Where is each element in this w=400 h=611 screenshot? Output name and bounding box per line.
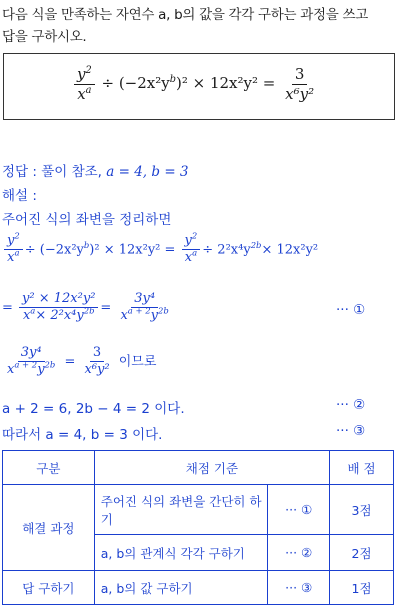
equation-box xyxy=(3,53,395,120)
answer-line: 정답 : 풀이 참조, a = 4, b = 3 xyxy=(2,164,189,180)
criteria-1-marker: ··· ① xyxy=(268,485,330,535)
step-2: = $\frac{\text{y² × 12x²y²}}{x^a\times 2^2x^4y^{2b}}$ = $\frac{\text{3y⁴}}{x^{a + 2}y^{2b}}$ xyxy=(2,291,169,324)
table-row xyxy=(3,571,394,605)
step-3: $\frac{\text{3y⁴}}{x^{a + 2}y^{2b}}$ = $\frac{3}{\text{x⁶y²}}$ 이므로 xyxy=(7,345,157,378)
table-row xyxy=(3,485,394,535)
question-line-1: 다음 식을 만족하는 자연수 a, b의 값을 각각 구하는 과정을 쓰고 xyxy=(2,7,368,23)
question-line-2: 답을 구하시오. xyxy=(2,29,87,45)
criteria-3: a, b의 값 구하기 xyxy=(94,571,268,605)
step-5: 따라서 a = 4, b = 3 이다. xyxy=(2,427,163,443)
scoring-table xyxy=(2,450,394,605)
score-2: 2점 xyxy=(330,535,394,571)
criteria-3-marker: ··· ③ xyxy=(268,571,330,605)
criteria-1: 주어진 식의 좌변을 간단히 하기 xyxy=(94,485,268,535)
explanation-label: 해설 : xyxy=(2,188,37,204)
header-score: 배 점 xyxy=(330,451,394,485)
header-category: 구분 xyxy=(3,451,95,485)
group-answer: 답 구하기 xyxy=(3,571,95,605)
score-1: 3점 xyxy=(330,485,394,535)
header-criteria: 채점 기준 xyxy=(94,451,329,485)
marker-3: ··· ③ xyxy=(336,423,366,439)
criteria-2-marker: ··· ② xyxy=(268,535,330,571)
step-4: a + 2 = 6, 2b − 4 = 2 이다. xyxy=(2,401,185,417)
equation: $\frac{y^2}{x^a}$ ÷ $(-2x^2y^b)^2 \times 12x^2y^2$ = $\frac{3}{\text{x⁶y²}}$ xyxy=(72,66,319,102)
explanation-intro: 주어진 식의 좌변을 정리하면 xyxy=(2,212,172,228)
step-1: $\frac{y^2}{x^a}$ ÷ $(-2x^2y^b)^2 \times 12x^2y^2$ = $\frac{y^2}{x^a}$ ÷ $2^2x^4y^{2b}\times 12x^2y^2$ xyxy=(2,234,318,266)
score-3: 1점 xyxy=(330,571,394,605)
criteria-2: a, b의 관계식 각각 구하기 xyxy=(94,535,268,571)
group-solution-process: 해결 과정 xyxy=(3,485,95,571)
marker-1: ··· ① xyxy=(336,302,366,318)
marker-2: ··· ② xyxy=(336,397,366,413)
table-header-row xyxy=(3,451,394,485)
